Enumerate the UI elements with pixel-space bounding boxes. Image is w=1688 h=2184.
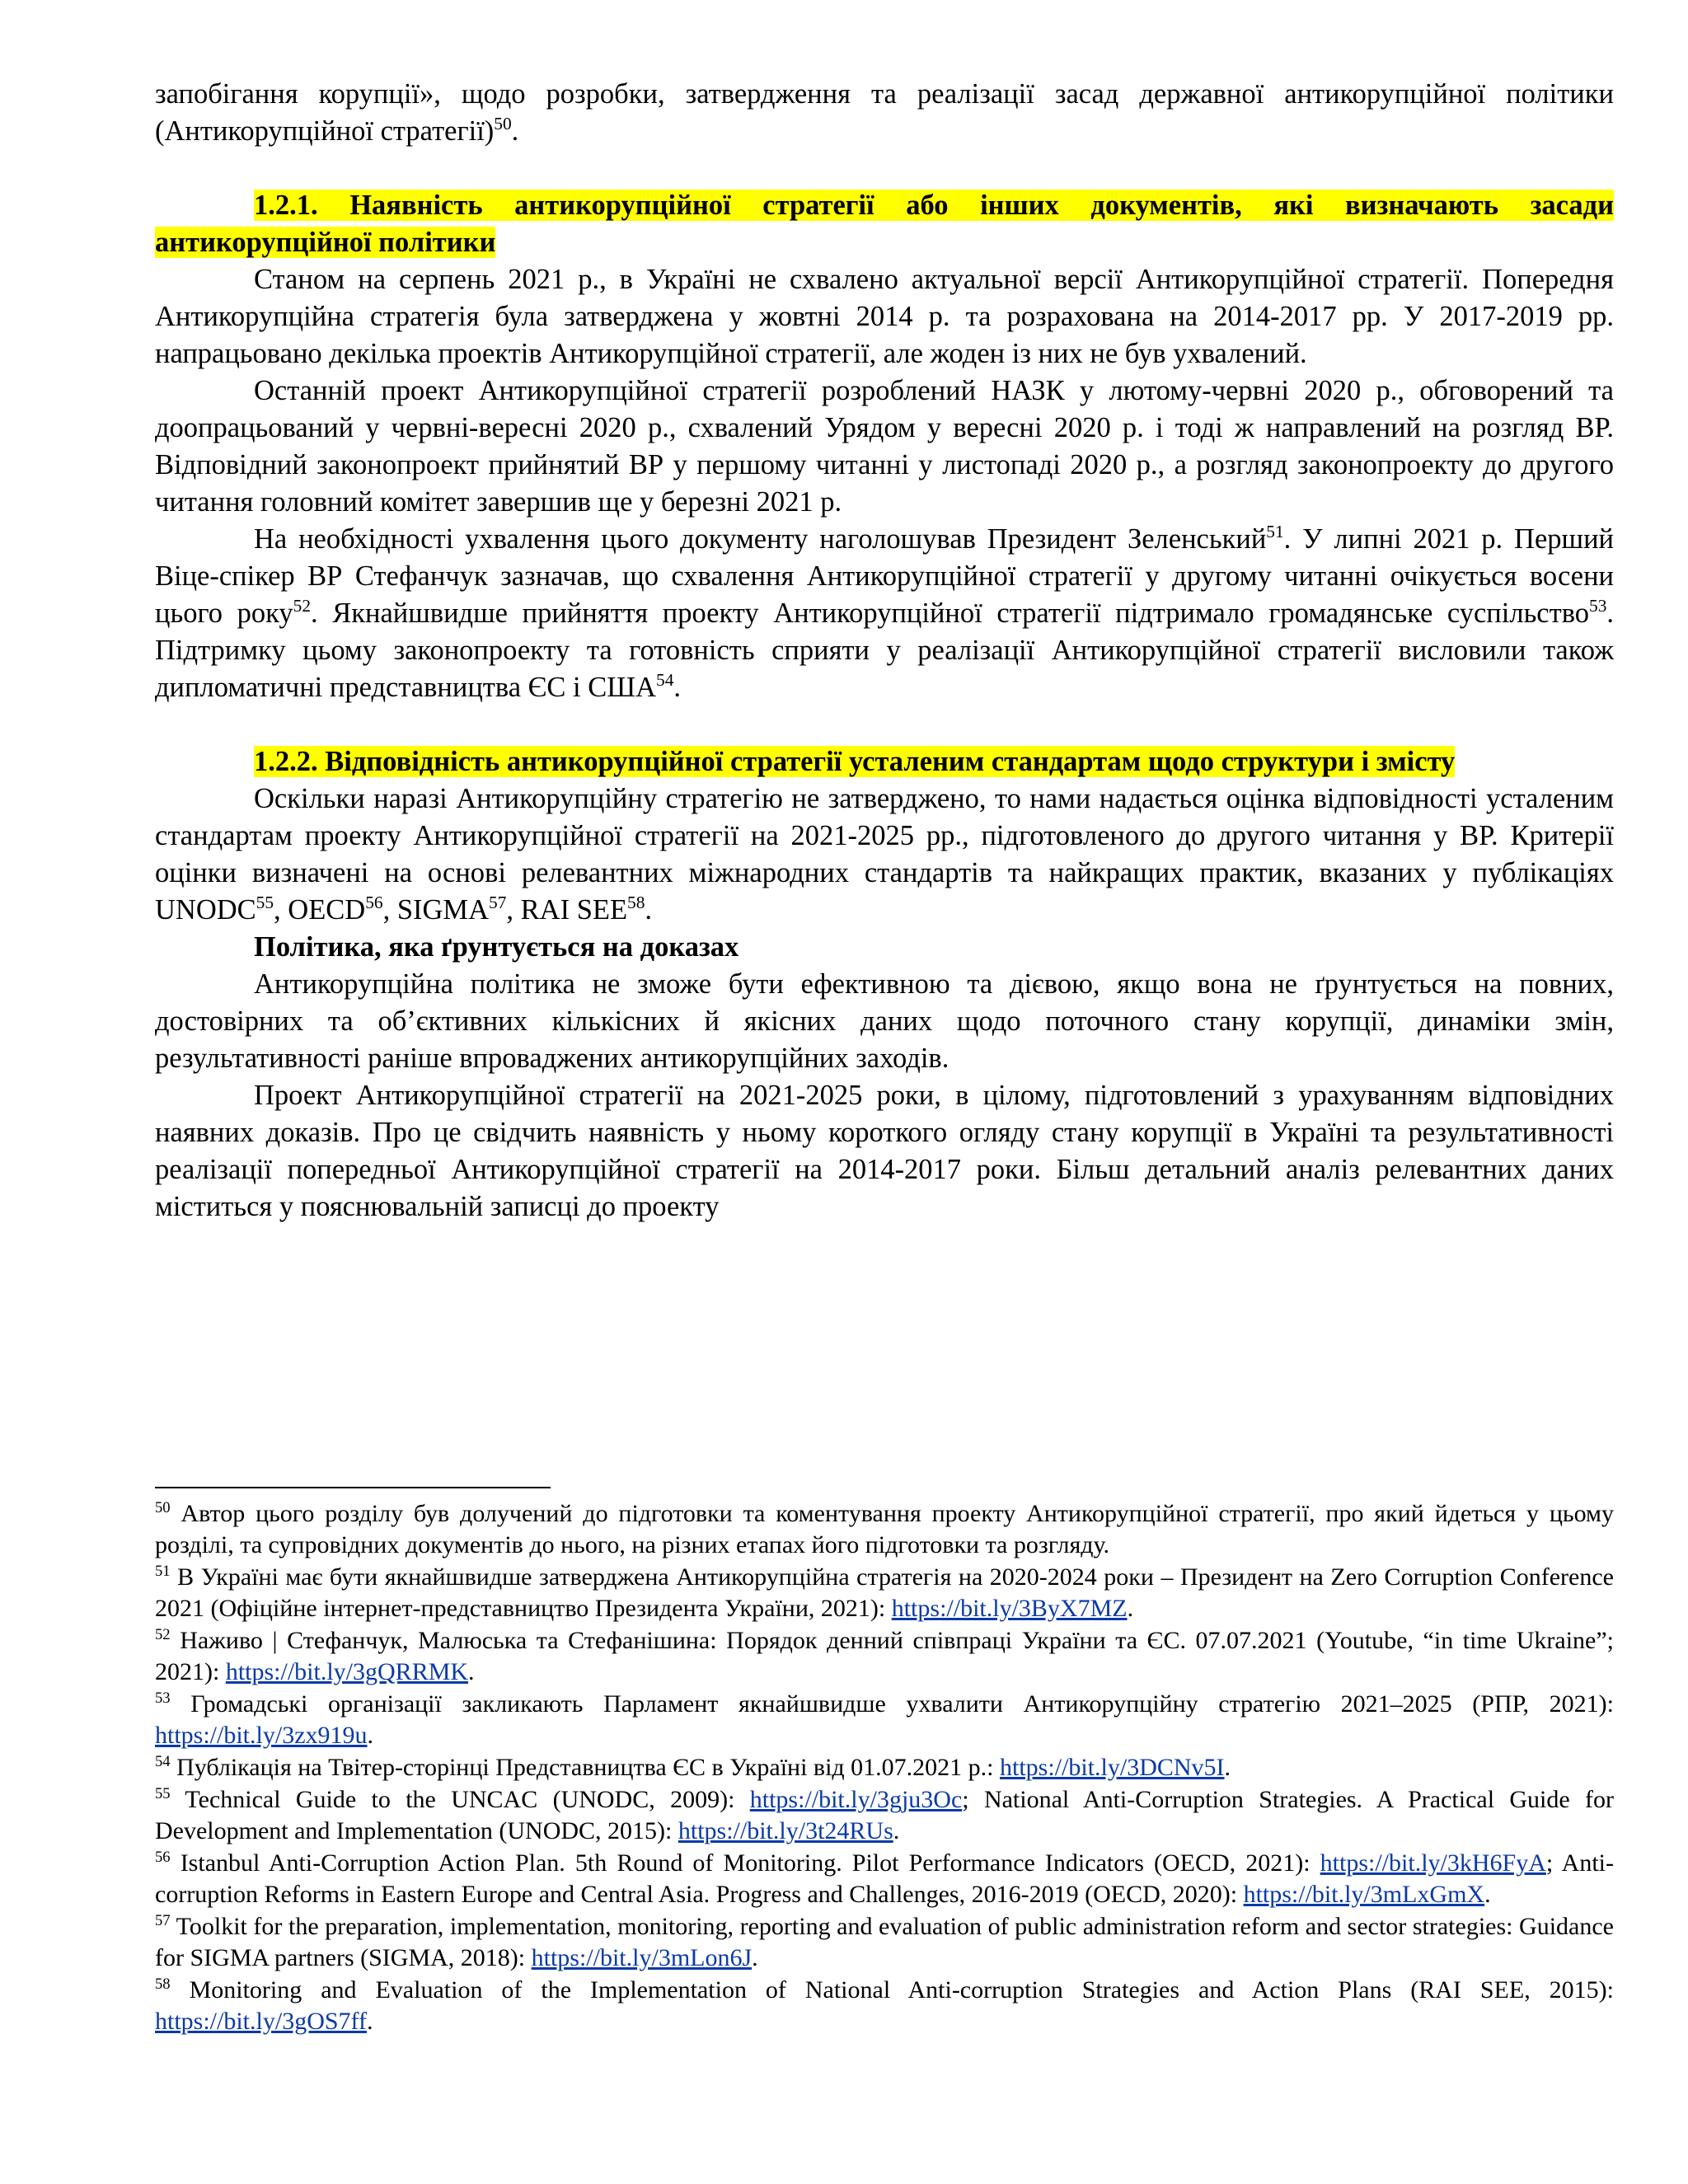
section-heading-1-2-1 bbox=[155, 187, 1614, 261]
footnote-57: $^{57}$ Toolkit for the preparation, implementation, monitoring, reporting and evaluation of public administration reform and sector strategies: Guidance for SIGMA partners (SIGMA, 2018): https://bit.ly/3mLon6J. bbox=[155, 1911, 1614, 1971]
footnote-ref-51[interactable]: 51 bbox=[1266, 522, 1284, 542]
paragraph: Станом на серпень 2021 р., в Україні не схвалено актуальної версії Антикорупційної стратегії. Попередня Антикорупційна стратегія була затверджена у жовтні 2014 р. та розрахована на 2014-2017 рр. У 2017-2019 рр. напрацьовано декілька проектів Антикорупційної стратегії, але жоден із них не був ухвалений. bbox=[155, 264, 1614, 369]
footnotes bbox=[155, 1498, 1614, 2038]
footnote-55: $^{55}$ Technical Guide to the UNCAC (UNODC, 2009): https://bit.ly/3gju3Oc; National Anti-Corruption Strategies. A Practical Guide for Development and Implementation (UNODC, 2015): https://bit.ly/3t24RUs. bbox=[155, 1784, 1615, 1844]
highlighted-heading-text: 1.2.1. Наявність антикорупційної стратегії або інших документів, які визначають засади антикорупційної політики bbox=[155, 190, 1614, 258]
footnote-link[interactable]: https://bit.ly/3zx919u bbox=[155, 1722, 368, 1749]
footnote-separator bbox=[155, 1487, 551, 1488]
intro-paragraph: запобігання корупції», щодо розробки, затвердження та реалізації засад державної антикорупційної політики (Антикорупційної стратегії)$^{50}$. bbox=[155, 78, 1614, 147]
footnote-ref-54[interactable]: 54 bbox=[656, 670, 674, 691]
footnote-ref-58[interactable]: 58 bbox=[627, 893, 645, 913]
footnote-link[interactable]: https://bit.ly/3mLon6J bbox=[531, 1944, 753, 1971]
paragraph: Останній проект Антикорупційної стратегії розроблений НАЗК у лютому-червні 2020 р., обговорений та доопрацьований у червні-вересні 2020 р., схвалений Урядом у вересні 2020 р. і тоді ж направлений на розгляд ВР. Відповідний законопроект прийнятий ВР у першому читанні у листопаді 2020 р., а розгляд законопроекту до другого читання головний комітет завершив ще у березні 2021 р. bbox=[155, 375, 1614, 518]
footnote-link[interactable]: https://bit.ly/3gOS7ff bbox=[155, 2008, 367, 2035]
highlighted-heading-text: 1.2.2. Відповідність антикорупційної стратегії усталеним стандартам щодо структури і змісту bbox=[254, 746, 1456, 777]
footnote-link[interactable]: https://bit.ly/3ByX7MZ bbox=[891, 1595, 1128, 1622]
paragraph: Антикорупційна політика не зможе бути ефективною та дієвою, якщо вона не ґрунтується на повних, достовірних та об’єктивних кількісних й якісних даних щодо поточного стану корупції, динаміки змін, результативності раніше впроваджених антикорупційних заходів. bbox=[155, 968, 1614, 1074]
footnote-50: $^{50}$ Автор цього розділу був долучений до підготовки та коментування проекту Антикорупційної стратегії, про який йдеться у цьому розділі, та супровідних документів до нього, на різних етапах його підготовки та розгляду. bbox=[155, 1498, 1614, 1558]
footnote-ref-53[interactable]: 53 bbox=[1589, 596, 1607, 616]
footnote-ref-56[interactable]: 56 bbox=[365, 893, 383, 913]
footnote-51: $^{51}$ В Україні має бути якнайшвидше затверджена Антикорупційна стратегія на 2020-2024 роки – Президент на Zero Corruption Conference 2021 (Офіційне інтернет-представництво Президента України, 2021): https://bit.ly/3ByX7MZ. bbox=[155, 1562, 1614, 1622]
footnote-link[interactable]: https://bit.ly/3t24RUs bbox=[678, 1817, 893, 1844]
subheading-evidence-based-policy: Політика, яка ґрунтується на доказах bbox=[254, 931, 739, 963]
section-heading-1-2-2 bbox=[155, 743, 1614, 780]
footnote-52: $^{52}$ Наживо | Стефанчук, Малюська та Стефанішина: Порядок денний співпраці України та ЄС. 07.07.2021 (Youtube, “in time Ukraine”; 2021): https://bit.ly/3gQRRMK. bbox=[155, 1625, 1614, 1685]
page-body bbox=[155, 76, 1614, 1226]
footnote-56: $^{56}$ Istanbul Anti-Corruption Action Plan. 5th Round of Monitoring. Pilot Performance Indicators (OECD, 2021): https://bit.ly/3kH6FyA; Anti-corruption Reforms in Eastern Europe and Central Asia. Progress and Challenges, 2016-2019 (OECD, 2020): https://bit.ly/3mLxGmX. bbox=[155, 1848, 1614, 1908]
footnote-link[interactable]: https://bit.ly/3gQRRMK bbox=[225, 1658, 469, 1685]
footnote-link[interactable]: https://bit.ly/3kH6FyA bbox=[1320, 1849, 1546, 1877]
footnote-ref-55[interactable]: 55 bbox=[256, 893, 274, 913]
paragraph: Проект Антикорупційної стратегії на 2021-2025 роки, в цілому, підготовлений з урахуванням відповідних наявних доказів. Про це свідчить наявність у ньому короткого огляду стану корупції в Україні та результативності реалізації попередньої Антикорупційної стратегії на 2014-2017 роки. Більш детальний аналіз релевантних даних міститься у пояснювальній записці до проекту bbox=[155, 1080, 1614, 1222]
paragraph: Оскільки наразі Антикорупційну стратегію не затверджено, то нами надається оцінка відповідності усталеним стандартам проекту Антикорупційної стратегії на 2021-2025 рр., підготовленого до другого читання у ВР. Критерії оцінки визначені на основі релевантних міжнародних стандартів та найкращих практик, вказаних у публікаціях UNODC$^{55}$, OECD$^{56}$, SIGMA$^{57}$, RAI SEE$^{58}$. bbox=[155, 783, 1614, 926]
paragraph: На необхідності ухвалення цього документу наголошував Президент Зеленський$^{51}$. У липні 2021 р. Перший Віце-спікер ВР Стефанчук зазначав, що схвалення Антикорупційної стратегії у другому читанні очікується восени цього року$^{52}$. Якнайшвидше прийняття проекту Антикорупційної стратегії підтримало громадянське суспільство$^{53}$. Підтримку цьому законопроекту та готовність сприяти у реалізації Антикорупційної стратегії висловили також дипломатичні представництва ЄС і США$^{54}$. bbox=[155, 522, 1615, 703]
footnote-54: $^{54}$ Публікація на Твітер-сторінці Представництва ЄС в Україні від 01.07.2021 р.: https://bit.ly/3DCNv5I. bbox=[155, 1752, 1231, 1781]
footnote-53: $^{53}$ Громадські організації закликають Парламент якнайшвидше ухвалити Антикорупційну стратегію 2021–2025 (РПР, 2021): https://bit.ly/3zx919u. bbox=[155, 1689, 1614, 1749]
footnote-58: $^{58}$ Monitoring and Evaluation of the Implementation of National Anti-corruption Strategies and Action Plans (RAI SEE, 2015): https://bit.ly/3gOS7ff. bbox=[155, 1975, 1614, 2035]
footnote-link[interactable]: https://bit.ly/3gju3Oc bbox=[749, 1786, 963, 1813]
footnote-ref-52[interactable]: 52 bbox=[293, 596, 311, 616]
footnote-ref-50[interactable]: 50 bbox=[494, 114, 512, 134]
footnote-link[interactable]: https://bit.ly/3mLxGmX bbox=[1243, 1881, 1485, 1908]
footnote-link[interactable]: https://bit.ly/3DCNv5I bbox=[1000, 1754, 1225, 1781]
footnote-ref-57[interactable]: 57 bbox=[489, 893, 507, 913]
